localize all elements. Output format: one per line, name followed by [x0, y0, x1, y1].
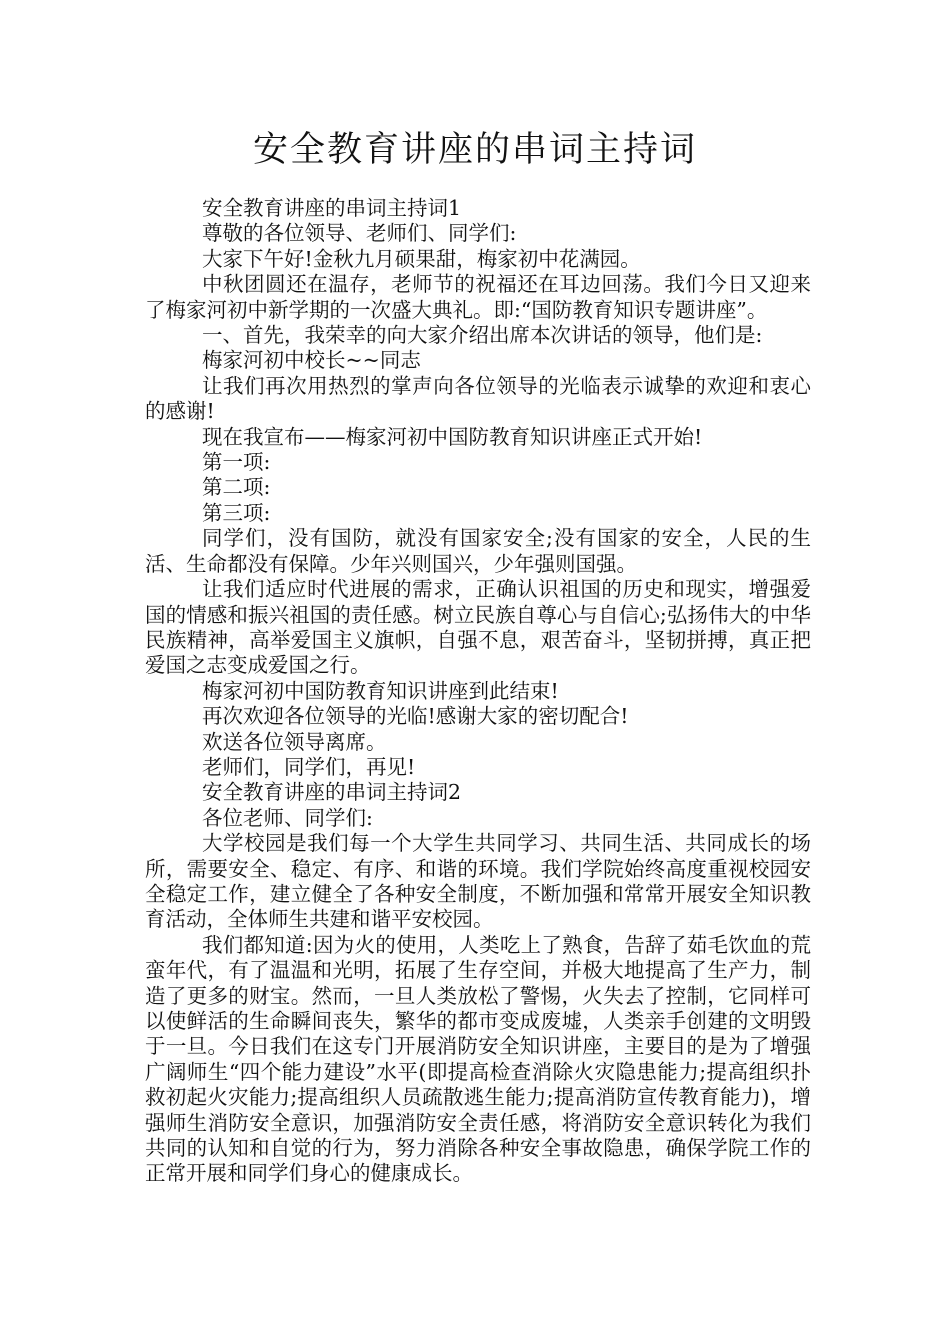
paragraph-heading-2: 安全教育讲座的串词主持词2	[202, 780, 462, 805]
paragraph-patriotism: 让我们适应时代进展的需求，正确认识祖国的历史和现实，增强爱国的情感和振兴祖国的责任感。树立民族自尊心与自信心;弘扬伟大的中华民族精神，高举爱国主义旗帜，自强不息，艰苦奋斗，坚韧拼搏，真正把爱国之志变成爱国之行。	[145, 577, 811, 678]
paragraph-item-2: 第二项:	[202, 475, 271, 500]
paragraph-national-defense: 同学们，没有国防，就没有国家安全;没有国家的安全，人民的生活、生命都没有保障。少年兴则国兴，少年强则国强。	[145, 526, 811, 576]
document-title: 安全教育讲座的串词主持词	[252, 130, 697, 170]
paragraph-item-1: 第一项:	[202, 450, 271, 475]
paragraph-farewell-leaders: 欢送各位领导离席。	[202, 729, 387, 754]
paragraph-principal: 梅家河初中校长~~同志	[202, 348, 421, 373]
paragraph-closing: 梅家河初中国防教育知识讲座到此结束!	[202, 678, 559, 703]
document-body	[145, 196, 811, 1187]
paragraph-welcome: 让我们再次用热烈的掌声向各位领导的光临表示诚挚的欢迎和衷心的感谢!	[145, 373, 811, 424]
paragraph-heading-1: 安全教育讲座的串词主持词1	[202, 196, 462, 220]
paragraph-goodbye: 老师们，同学们，再见!	[202, 754, 416, 779]
paragraph-greeting: 大家下午好!金秋九月硕果甜，梅家初中花满园。	[202, 246, 641, 271]
paragraph-fire-safety: 我们都知道:因为火的使用，人类吃上了熟食，告辞了茹毛饮血的荒蛮年代，有了温温和光明，拓展了生存空间，并极大地提高了生产力，制造了更多的财宝。然而，一旦人类放松了警惕，火失去了控制，它同样可以使鲜活的生命瞬间丧失，繁华的都市变成废墟，人类亲手创建的文明毁于一旦。今日我们在这专门开展消防安全知识讲座，主要目的是为了增强广阔师生“四个能力建设”水平(即提高检查消除火灾隐患能力;提高组织扑救初起火灾能力;提高组织人员疏散逃生能力;提高消防宣传教育能力)，增强师生消防安全意识，加强消防安全责任感，将消防安全意识转化为我们共同的认知和自觉的行为，努力消除各种安全事故隐患，确保学院工作的正常开展和同学们身心的健康成长。	[145, 932, 811, 1186]
paragraph-leaders-intro: 一、首先，我荣幸的向大家介绍出席本次讲话的领导，他们是:	[202, 323, 763, 348]
paragraph-item-3: 第三项:	[202, 500, 271, 525]
paragraph-salutation-2: 各位老师、同学们:	[202, 805, 373, 830]
paragraph-introduction: 中秋团圆还在温存，老师节的祝福还在耳边回荡。我们今日又迎来了梅家河初中新学期的一次盛大典礼。即:“国防教育知识专题讲座”。	[145, 272, 811, 322]
paragraph-thanks: 再次欢迎各位领导的光临!感谢大家的密切配合!	[202, 704, 629, 729]
paragraph-announcement: 现在我宣布——梅家河初中国防教育知识讲座正式开始!	[202, 424, 703, 449]
paragraph-campus-safety: 大学校园是我们每一个大学生共同学习、共同生活、共同成长的场所，需要安全、稳定、有序、和谐的环境。我们学院始终高度重视校园安全稳定工作，建立健全了各种安全制度，不断加强和常常开展安全知识教育活动，全体师生共建和谐平安校园。	[145, 831, 811, 932]
paragraph-salutation: 尊敬的各位领导、老师们、同学们:	[202, 221, 517, 246]
